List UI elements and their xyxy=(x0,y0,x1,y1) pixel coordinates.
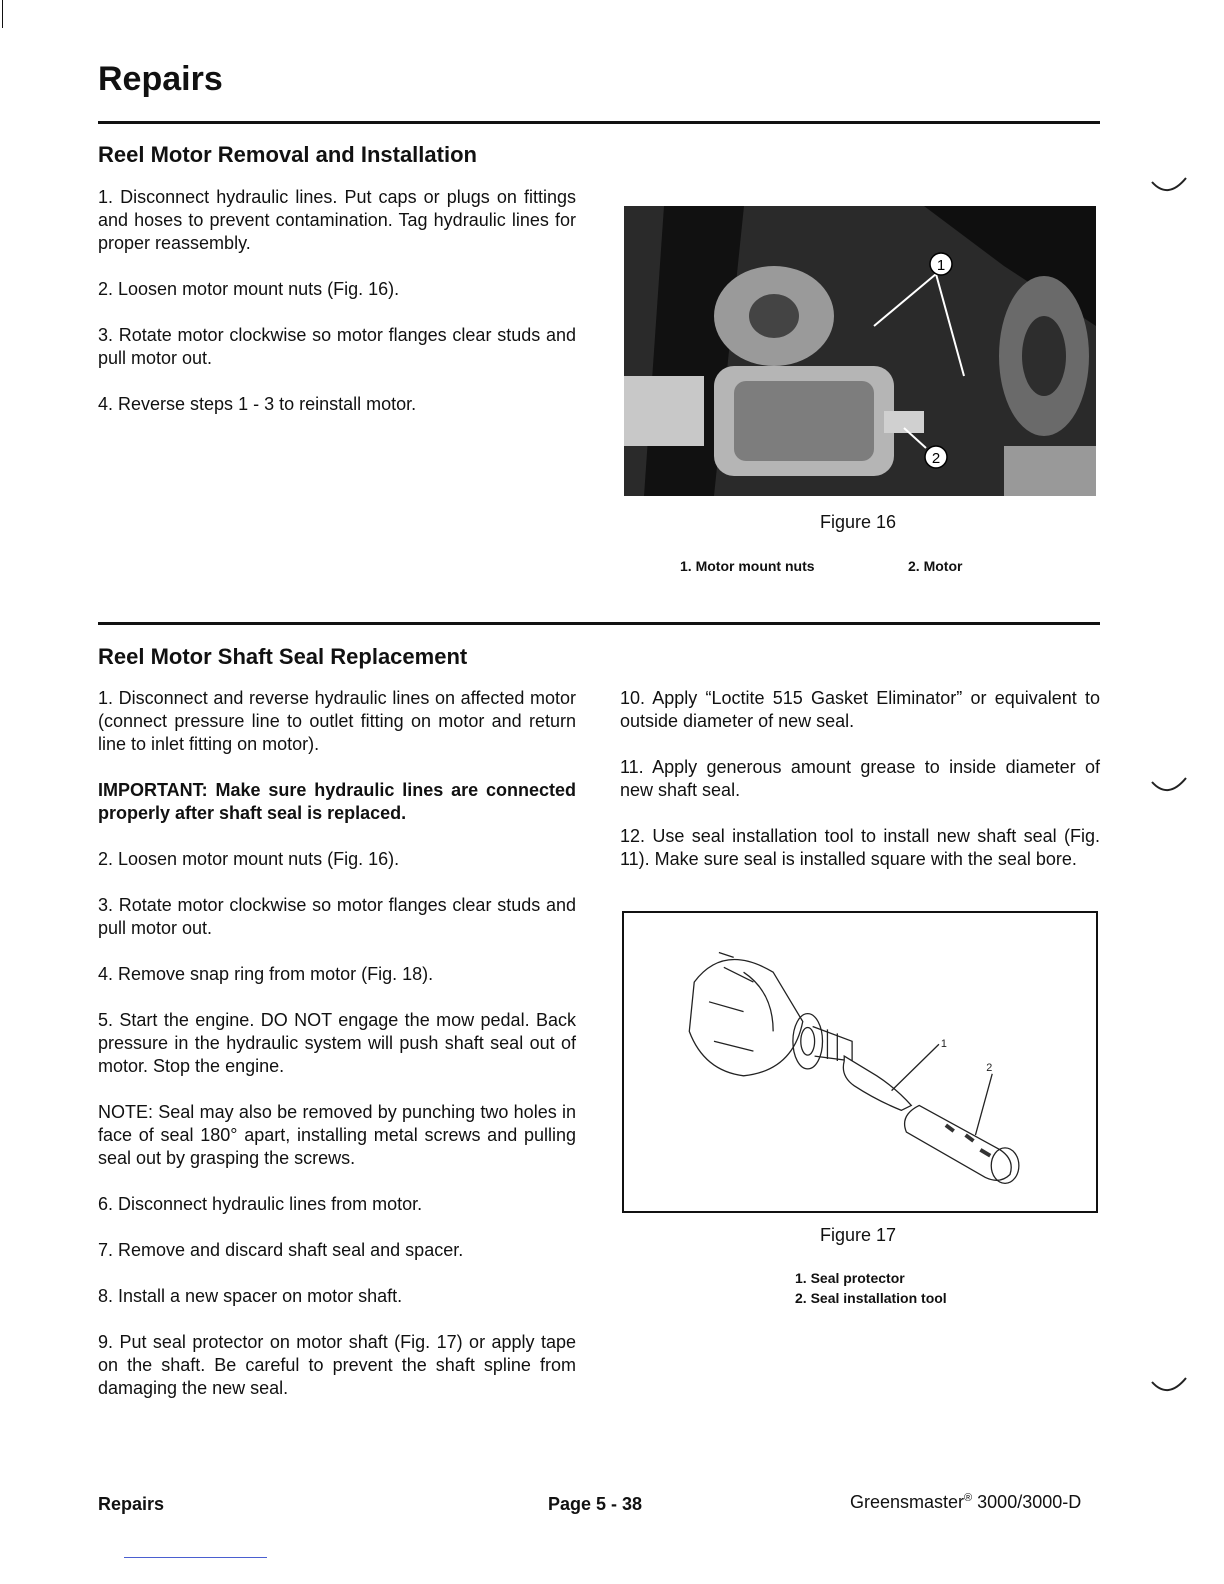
figure-17-legend-2: 2. Seal installation tool xyxy=(795,1290,947,1306)
figure-16-caption: Figure 16 xyxy=(820,512,897,532)
seal-tool-drawing xyxy=(624,913,1096,1211)
step-text: 6. Disconnect hydraulic lines from motor. xyxy=(98,1194,423,1214)
note-text: NOTE: Seal may also be removed by punching two holes in face of seal 180° apart, installing metal screws and pulling seal out by grasping the screws. xyxy=(98,1102,576,1168)
step-text: 3. Rotate motor clockwise so motor flanges clear studs and pull motor out. xyxy=(98,325,576,368)
seal-tool-diagram xyxy=(622,911,1098,1213)
shaft-seal-steps-right xyxy=(620,687,1100,894)
step-text: 1. Disconnect hydraulic lines. Put caps or plugs on fittings and hoses to prevent contamination. Tag hydraulic lines for proper reassembly. xyxy=(98,187,576,253)
step-text: 1. Disconnect and reverse hydraulic lines on affected motor (connect pressure line to outlet fitting on motor and return line to inlet fitting on motor). xyxy=(98,688,576,754)
section-heading-motor-removal: Reel Motor Removal and Installation xyxy=(98,142,477,167)
figure-17-caption: Figure 17 xyxy=(820,1225,897,1245)
step-text: 11. Apply generous amount grease to inside diameter of new shaft seal. xyxy=(620,757,1100,800)
figure-17-legend-1: 1. Seal protector xyxy=(795,1270,905,1286)
margin-punch-mark xyxy=(1150,772,1190,802)
figure-16-legend-2: 2. Motor xyxy=(908,558,963,574)
step-text: 12. Use seal installation tool to install new shaft seal (Fig. 11). Make sure seal is installed square with the seal bore. xyxy=(620,826,1100,869)
callout-2: 2 xyxy=(931,450,941,467)
step-text: 2. Loosen motor mount nuts (Fig. 16). xyxy=(98,279,400,299)
page-title: Repairs xyxy=(98,60,223,98)
footer-registered-mark: ® xyxy=(964,1492,973,1504)
important-note: IMPORTANT: Make sure hydraulic lines are connected properly after shaft seal is replaced. xyxy=(98,780,576,823)
motor-removal-steps xyxy=(98,186,576,439)
diagram-label-1: 1 xyxy=(940,1038,947,1051)
title-rule xyxy=(98,121,1100,124)
footer-model: 3000/3000-D xyxy=(972,1492,1082,1512)
step-text: 9. Put seal protector on motor shaft (Fig. 17) or apply tape on the shaft. Be careful to prevent the shaft spline from damaging the new seal. xyxy=(98,1332,576,1398)
section-rule xyxy=(98,622,1100,625)
callout-1: 1 xyxy=(936,257,946,274)
step-text: 7. Remove and discard shaft seal and spacer. xyxy=(98,1240,464,1260)
step-text: 4. Remove snap ring from motor (Fig. 18). xyxy=(98,964,434,984)
motor-photo xyxy=(624,206,1096,496)
step-text: 3. Rotate motor clockwise so motor flanges clear studs and pull motor out. xyxy=(98,895,576,938)
footer-brand: Greensmaster xyxy=(850,1492,965,1512)
margin-punch-mark xyxy=(1150,1372,1190,1402)
step-text: 4. Reverse steps 1 - 3 to reinstall motor. xyxy=(98,394,417,414)
margin-punch-mark xyxy=(1150,172,1190,202)
step-text: 2. Loosen motor mount nuts (Fig. 16). xyxy=(98,849,400,869)
step-text: 10. Apply “Loctite 515 Gasket Eliminator” or equivalent to outside diameter of new seal. xyxy=(620,688,1100,731)
step-text: 8. Install a new spacer on motor shaft. xyxy=(98,1286,403,1306)
footer-product-name xyxy=(850,1492,1081,1513)
motor-photo-drawing xyxy=(624,206,1096,496)
section-heading-shaft-seal: Reel Motor Shaft Seal Replacement xyxy=(98,644,468,669)
footer-link-underline[interactable] xyxy=(124,1557,267,1558)
shaft-seal-steps-left xyxy=(98,687,576,1423)
scan-edge-line xyxy=(2,0,3,28)
footer-page-number: Page 5 - 38 xyxy=(548,1494,643,1514)
footer-section-name: Repairs xyxy=(98,1494,165,1514)
step-text: 5. Start the engine. DO NOT engage the mow pedal. Back pressure in the hydraulic system will push shaft seal out of motor. Stop the engine. xyxy=(98,1010,576,1076)
figure-16-legend-1: 1. Motor mount nuts xyxy=(680,558,815,574)
diagram-label-2: 2 xyxy=(986,1061,993,1074)
